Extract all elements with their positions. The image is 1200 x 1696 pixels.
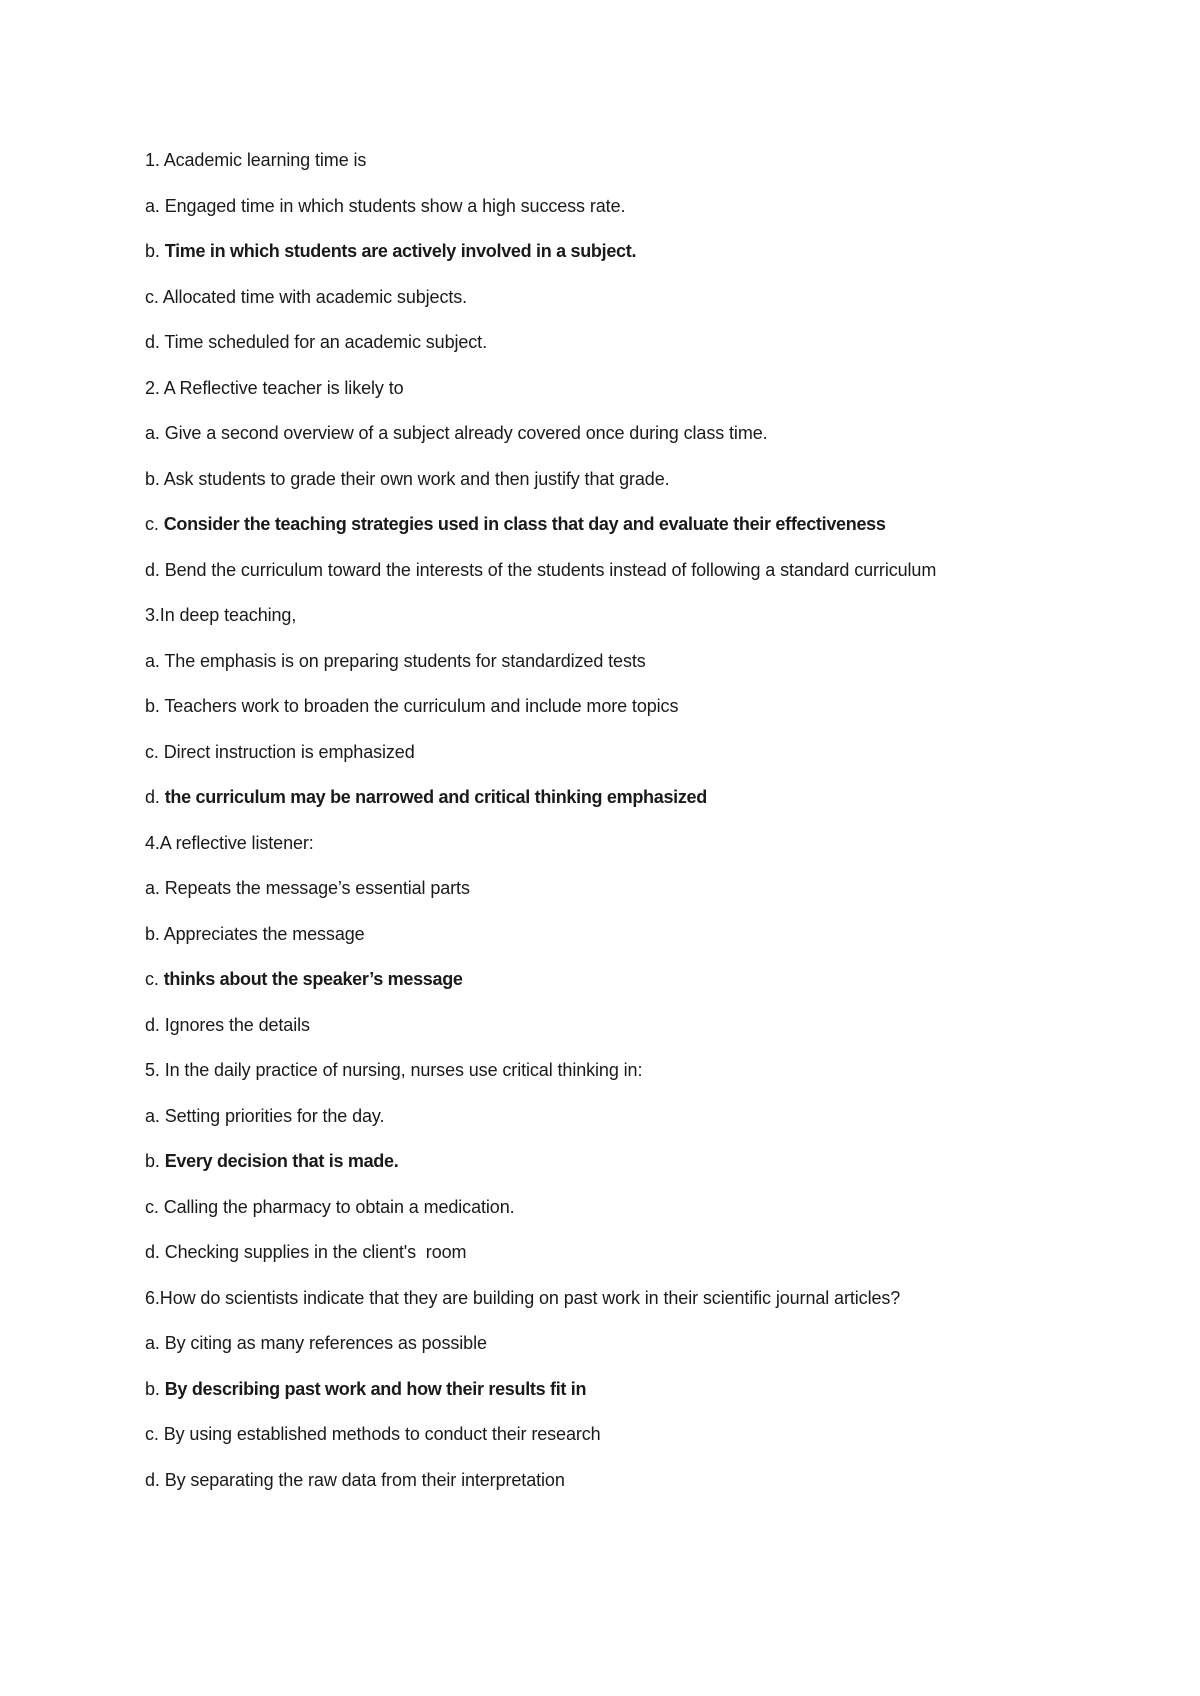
answer-option-correct: b. By describing past work and how their results fit in [145, 1378, 587, 1399]
question-stem: 2. A Reflective teacher is likely to [145, 377, 404, 398]
question-stem: 3.In deep teaching, [145, 605, 297, 625]
answer-option-correct: b. Time in which students are actively involved in a subject. [145, 241, 637, 261]
question-2 [145, 375, 1045, 584]
answer-option: c. By using established methods to conduct their research [145, 1424, 601, 1444]
answer-option-correct: c. thinks about the speaker’s message [145, 969, 463, 989]
answer-option: c. Allocated time with academic subjects. [145, 286, 468, 307]
question-6 [145, 1285, 1045, 1494]
answer-option: d. By separating the raw data from their interpretation [145, 1469, 565, 1490]
answer-option: d. Ignores the details [145, 1014, 310, 1035]
quiz-content [145, 147, 1045, 1512]
answer-option: d. Checking supplies in the client's room [145, 1242, 467, 1262]
question-3 [145, 602, 1045, 811]
answer-option: d. Bend the curriculum toward the interests of the students instead of following a standard curriculum [145, 559, 937, 580]
question-stem: 1. Academic learning time is [145, 150, 367, 170]
answer-option: a. By citing as many references as possible [145, 1333, 487, 1353]
question-4 [145, 830, 1045, 1039]
question-stem: 5. In the daily practice of nursing, nurses use critical thinking in: [145, 1060, 643, 1080]
answer-option: b. Teachers work to broaden the curriculum and include more topics [145, 696, 679, 716]
question-5 [145, 1057, 1045, 1266]
answer-option: a. The emphasis is on preparing students for standardized tests [145, 650, 646, 671]
answer-option-correct: c. Consider the teaching strategies used in class that day and evaluate their effectiveness [145, 514, 886, 534]
answer-option: a. Give a second overview of a subject already covered once during class time. [145, 423, 768, 443]
answer-option: a. Repeats the message’s essential parts [145, 878, 470, 898]
answer-option-correct: d. the curriculum may be narrowed and critical thinking emphasized [145, 787, 707, 807]
answer-option: a. Setting priorities for the day. [145, 1105, 385, 1126]
answer-option: c. Calling the pharmacy to obtain a medication. [145, 1196, 515, 1217]
answer-option: a. Engaged time in which students show a high success rate. [145, 195, 626, 216]
answer-option: b. Ask students to grade their own work and then justify that grade. [145, 468, 670, 489]
question-stem: 4.A reflective listener: [145, 832, 314, 853]
answer-option: b. Appreciates the message [145, 923, 365, 944]
question-stem: 6.How do scientists indicate that they are building on past work in their scientific journal articles? [145, 1287, 901, 1308]
answer-option: d. Time scheduled for an academic subject. [145, 332, 487, 352]
answer-option-correct: b. Every decision that is made. [145, 1151, 399, 1171]
question-1 [145, 147, 1045, 356]
answer-option: c. Direct instruction is emphasized [145, 741, 415, 762]
